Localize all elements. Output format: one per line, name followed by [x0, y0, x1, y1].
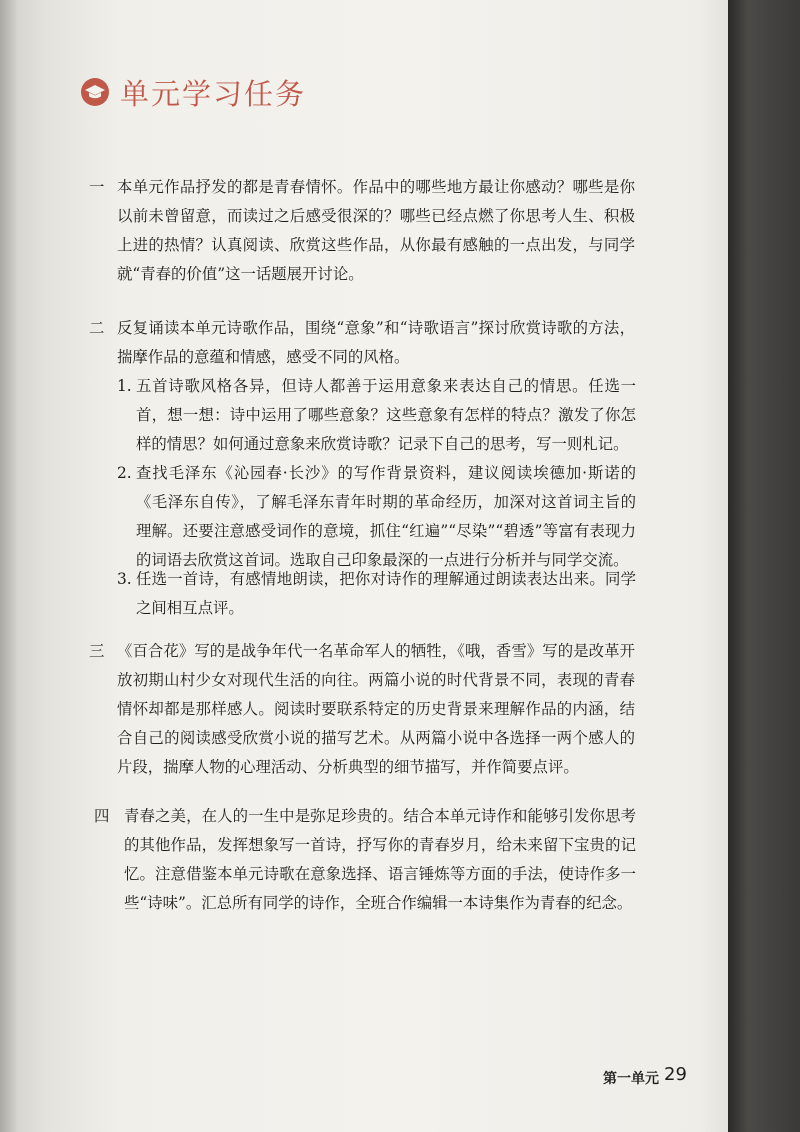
- task-2-sub-1: [117, 372, 636, 459]
- task-2: [89, 314, 635, 372]
- page-number: 29: [664, 1064, 687, 1085]
- subtask-number: 3.: [117, 570, 132, 588]
- task-number: 三: [89, 642, 105, 660]
- subtask-text: 查找毛泽东《沁园春·长沙》的写作背景资料，建议阅读埃德加·斯诺的《毛泽东自传》，了解毛泽东青年时期的革命经历，加深对这首词主旨的理解。还要注意感受词作的意境，抓住“红遍”“尽染”“碧透”等富有表现力的词语去欣赏这首词。选取自己印象最深的一点进行分析并与同学交流。: [136, 464, 636, 569]
- task-number: 四: [94, 807, 110, 825]
- task-text: 青春之美，在人的一生中是弥足珍贵的。结合本单元诗作和能够引发你思考的其他作品，发挥想象写一首诗，抒写你的青春岁月，给未来留下宝贵的记忆。注意借鉴本单元诗歌在意象选择、语言锤炼等方面的手法，使诗作多一些“诗味”。汇总所有同学的诗作，全班合作编辑一本诗集作为青春的纪念。: [124, 807, 636, 912]
- task-1: [89, 173, 635, 289]
- graduation-cap-icon: [80, 77, 110, 107]
- task-text: 《百合花》写的是战争年代一名革命军人的牺牲，《哦，香雪》写的是改革开放初期山村少女对现代生活的向往。两篇小说的时代背景不同，表现的青春情怀却都是那样感人。阅读时要联系特定的历史背景来理解作品的内涵，结合自己的阅读感受欣赏小说的描写艺术。从两篇小说中各选择一两个感人的片段，揣摩人物的心理活动、分析典型的细节描写，并作简要点评。: [117, 642, 635, 776]
- section-heading: [80, 72, 306, 112]
- task-4: [94, 802, 636, 918]
- task-text: 本单元作品抒发的都是青春情怀。作品中的哪些地方最让你感动？哪些是你以前未曾留意，而读过之后感受很深的？哪些已经点燃了你思考人生、积极上进的热情？认真阅读、欣赏这些作品，从你最有感触的一点出发，与同学就“青春的价值”这一话题展开讨论。: [117, 178, 635, 283]
- subtask-number: 2.: [117, 464, 132, 482]
- task-number: 二: [89, 319, 105, 337]
- subtask-text: 五首诗歌风格各异，但诗人都善于运用意象来表达自己的情思。任选一首，想一想：诗中运用了哪些意象？这些意象有怎样的特点？激发了你怎样的情思？如何通过意象来欣赏诗歌？记录下自己的思考，写一则札记。: [136, 377, 636, 453]
- page-title: 单元学习任务: [120, 76, 307, 111]
- task-3: [89, 637, 635, 782]
- task-text: 反复诵读本单元诗歌作品，围绕“意象”和“诗歌语言”探讨欣赏诗歌的方法，揣摩作品的意蕴和情感，感受不同的风格。: [117, 319, 635, 366]
- subtask-text: 任选一首诗，有感情地朗读，把你对诗作的理解通过朗读表达出来。同学之间相互点评。: [136, 570, 636, 617]
- task-number: 一: [89, 178, 105, 196]
- book-edge: [728, 0, 800, 1132]
- task-2-sub-2: [117, 459, 636, 575]
- subtask-number: 1.: [117, 377, 132, 395]
- unit-label: 第一单元: [603, 1071, 659, 1087]
- task-2-sub-3: [117, 565, 636, 623]
